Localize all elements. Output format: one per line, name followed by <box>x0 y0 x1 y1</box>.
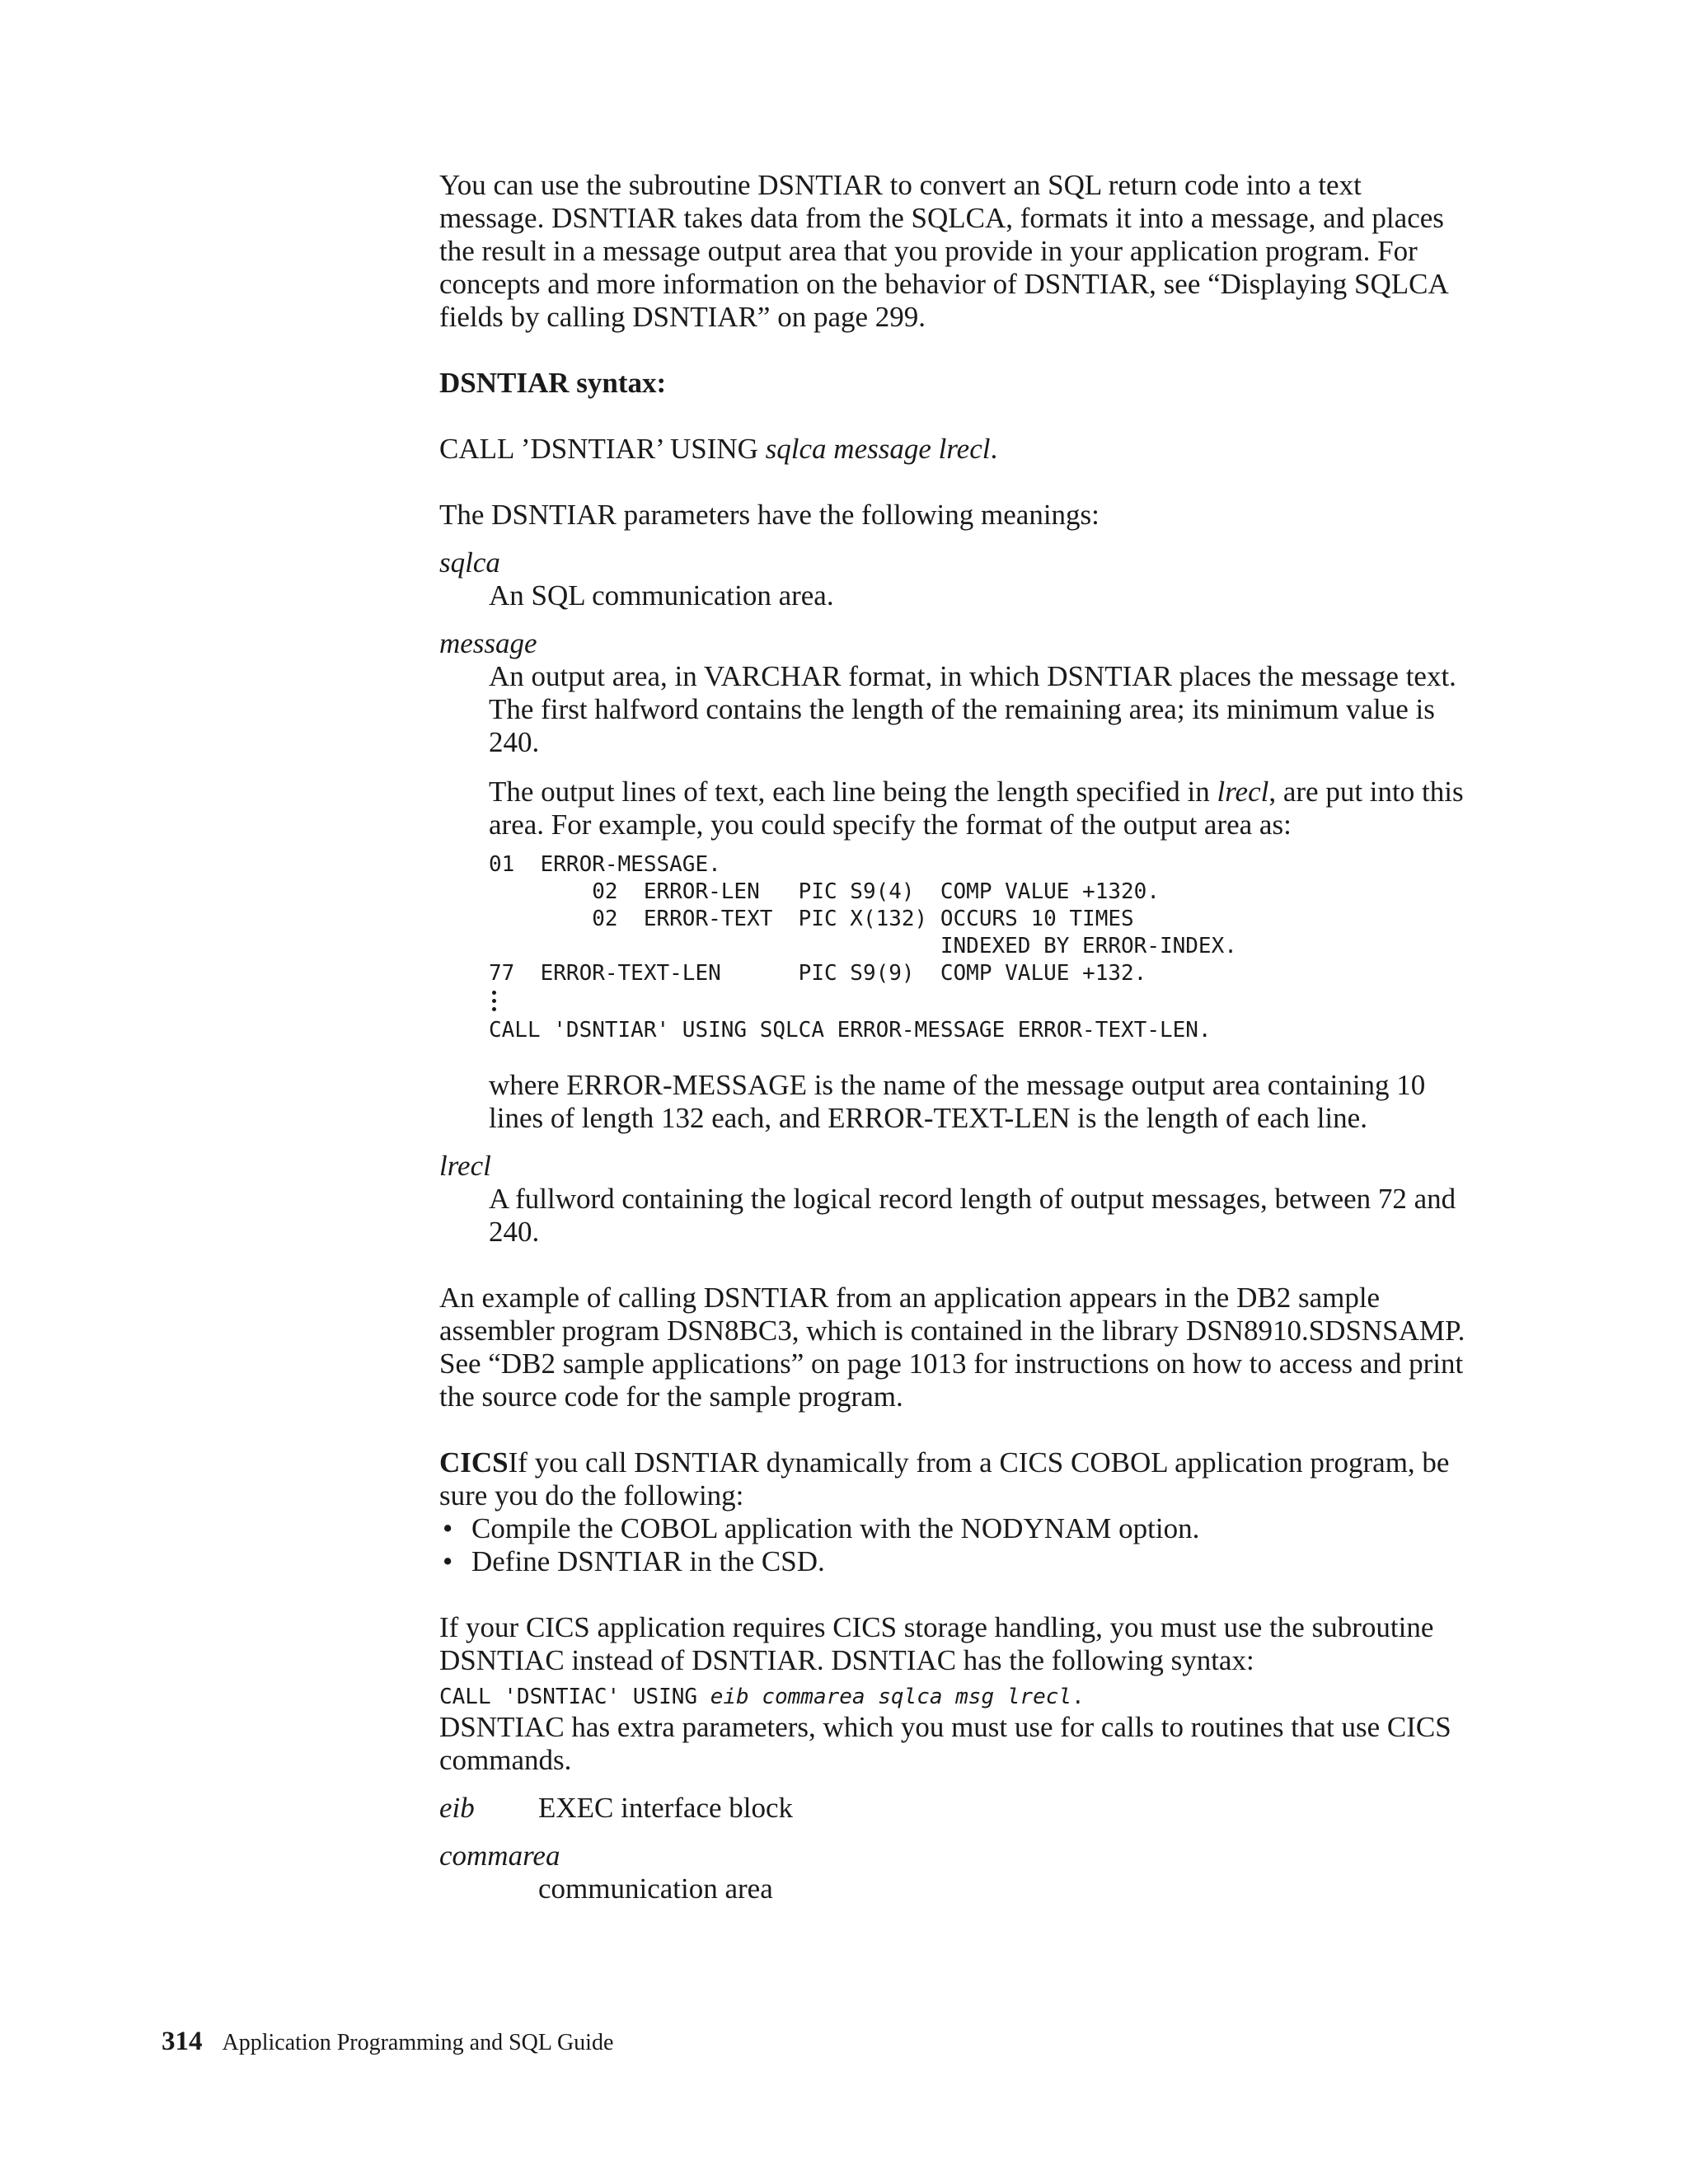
param-row-eib <box>439 1792 1470 1825</box>
message-desc2-a: The output lines of text, each line being the length specified in <box>489 776 1217 808</box>
param-term-sqlca: sqlca <box>439 546 500 579</box>
page-number: 314 <box>162 2027 203 2056</box>
param-term-message: message <box>439 627 537 659</box>
code-line: 02 ERROR-LEN PIC S9(4) COMP VALUE +1320. <box>489 879 1160 904</box>
dsntiac-paragraph: DSNTIAC has extra parameters, which you must use for calls to routines that use CICS commands. <box>439 1711 1451 1776</box>
param-term-eib: eib <box>439 1792 475 1824</box>
dsntiac-call-prefix: CALL 'DSNTIAC' USING <box>439 1685 710 1709</box>
code-line: 77 ERROR-TEXT-LEN PIC S9(9) COMP VALUE +132. <box>489 961 1147 986</box>
syntax-line <box>439 433 1470 466</box>
code-line: 02 ERROR-TEXT PIC X(132) OCCURS 10 TIMES <box>489 907 1134 931</box>
page-footer <box>162 2027 613 2057</box>
example-paragraph: An example of calling DSNTIAR from an application appears in the DB2 sample assembler program DSN8BC3, which is contained in the library DSN8910.SDSNSAMP. See “DB2 sample applications” on page 1013 for instructions on how to access and print the source code for the sample program. <box>439 1282 1465 1413</box>
params-intro: The DSNTIAR parameters have the following meanings: <box>439 499 1100 531</box>
intro-paragraph: You can use the subroutine DSNTIAR to convert an SQL return code into a text message. DSNTIAR takes data from the SQLCA, formats it into a message, and places the result in a message output area that you provide in your application program. For concepts and more information on the behavior of DSNTIAR, see “Displaying SQLCA fields by calling DSNTIAR” on page 299. <box>439 169 1447 333</box>
bullet-text: Define DSNTIAR in the CSD. <box>471 1545 825 1577</box>
list-item <box>439 1545 1470 1578</box>
page-content <box>439 169 1470 1905</box>
bullet-text: Compile the COBOL application with the NODYNAM option. <box>471 1512 1200 1544</box>
syntax-suffix: . <box>990 433 998 465</box>
param-term-lrecl: lrecl <box>439 1150 491 1182</box>
code-call-line: CALL 'DSNTIAR' USING SQLCA ERROR-MESSAGE ERROR-TEXT-LEN. <box>489 1018 1212 1043</box>
param-desc-message-2 <box>489 776 1470 841</box>
code-line: 01 ERROR-MESSAGE. <box>489 852 721 877</box>
syntax-heading: DSNTIAR syntax: <box>439 367 667 399</box>
code-example <box>489 851 1470 1044</box>
code-line: INDEXED BY ERROR-INDEX. <box>489 934 1237 958</box>
cics-bullet-list <box>439 1512 1470 1578</box>
cics-text: If you call DSNTIAR dynamically from a CICS COBOL application program, be sure you do the following: <box>439 1446 1450 1511</box>
param-desc-message-3: where ERROR-MESSAGE is the name of the message output area containing 10 lines of length 132 each, and ERROR-TEXT-LEN is the length of each line. <box>489 1069 1426 1134</box>
cics-paragraph <box>439 1446 1470 1512</box>
syntax-prefix: CALL ’DSNTIAR’ USING <box>439 433 766 465</box>
dsntiac-call-suffix: . <box>1071 1685 1085 1709</box>
bullet-icon: • <box>443 1545 453 1577</box>
message-desc2-em: lrecl <box>1217 776 1269 808</box>
param-desc-lrecl: A fullword containing the logical record length of output messages, between 72 and 240. <box>489 1183 1456 1248</box>
cics-section <box>439 1446 1470 1578</box>
bullet-icon: • <box>443 1512 453 1544</box>
list-item <box>439 1512 1470 1545</box>
dsntiac-call-params: eib commarea sqlca msg lrecl <box>710 1685 1072 1709</box>
param-desc-eib: EXEC interface block <box>538 1792 794 1824</box>
cics-label: CICS <box>439 1446 509 1479</box>
message-desc2-b: , are put into this area. For example, you could specify the format of the output area as: <box>489 776 1464 841</box>
syntax-params: sqlca message lrecl <box>765 433 991 465</box>
param-desc-commarea: communication area <box>538 1872 773 1905</box>
book-title: Application Programming and SQL Guide <box>222 2030 614 2055</box>
dsntiac-call-line <box>439 1684 1470 1711</box>
cics-storage-paragraph: If your CICS application requires CICS storage handling, you must use the subroutine DSNTIAC instead of DSNTIAR. DSNTIAC has the following syntax: <box>439 1611 1434 1676</box>
param-term-commarea: commarea <box>439 1840 560 1872</box>
vertical-ellipsis-icon <box>492 989 497 1014</box>
param-desc-message-1: An output area, in VARCHAR format, in which DSNTIAR places the message text. The first halfword contains the length of the remaining area; its minimum value is 240. <box>489 660 1456 758</box>
param-desc-sqlca: An SQL communication area. <box>489 579 834 612</box>
